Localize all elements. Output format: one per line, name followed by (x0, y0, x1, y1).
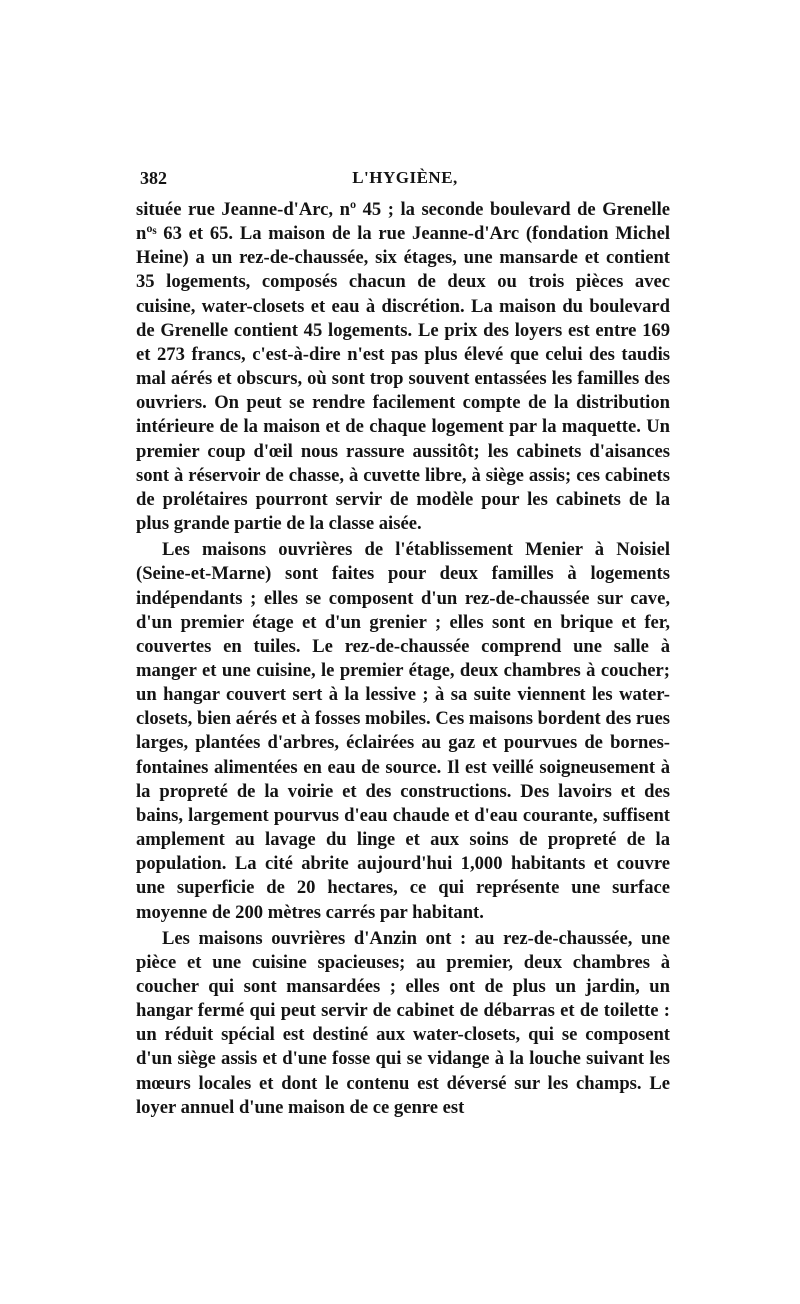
running-title: L'HYGIÈNE, (352, 168, 458, 187)
paragraph-3: Les maisons ouvrières d'Anzin ont : au rez-de-chaussée, une pièce et une cuisine spacieuses; au premier, deux chambres à coucher qui sont mansardées ; elles ont de plus un jardin, un hangar fermé qui peut servir de cabinet de débarras et de toilette : un réduit spécial est destiné aux water-closets, qui se composent d'un siège assis et d'une fosse qui se vidange à la louche suivant les mœurs locales et dont le contenu est déversé sur les champs. Le loyer annuel d'une maison de ce genre est (136, 927, 670, 1118)
paragraph-2: Les maisons ouvrières de l'établissement Menier à Noisiel (Seine-et-Marne) sont faites pour deux familles à logements indépendants ; elles se composent d'un rez-de-chaussée sur cave, d'un premier étage et d'un grenier ; elles sont en brique et fer, couvertes en tuiles. Le rez-de-chaussée comprend une salle à manger et une cuisine, le premier étage, deux chambres à coucher; un hangar couvert sert à la lessive ; à sa suite viennent les water-closets, bien aérés et à fosses mobiles. Ces maisons bordent des rues larges, plantées d'arbres, éclairées au gaz et pourvues de bornes-fontaines alimentées en eau de source. Il est veillé soigneusement à la propreté de la voirie et des constructions. Des lavoirs et des bains, largement pourvus d'eau chaude et d'eau courante, suffisent amplement au lavage du linge et aux soins de propreté de la population. La cité abrite aujourd'hui 1,000 habitants et couvre une superficie de 20 hectares, ce qui représente une surface moyenne de 200 mètres carrés par habitant. (136, 539, 670, 923)
page-header (140, 168, 670, 198)
page-number: 382 (140, 168, 167, 188)
paragraph-1: située rue Jeanne-d'Arc, nº 45 ; la seconde boulevard de Grenelle nºˢ 63 et 65. La maison de la rue Jeanne-d'Arc (fondation Michel Heine) a un rez-de-chaussée, six étages, une mansarde et contient 35 logements, composés chacun de deux ou trois pièces avec cuisine, water-closets et eau à discrétion. La maison du boulevard de Grenelle contient 45 logements. Le prix des loyers est entre 169 et 273 francs, c'est-à-dire n'est pas plus élevé que celui des taudis mal aérés et obscurs, où sont trop souvent entassées les familles des ouvriers. On peut se rendre facilement compte de la distribution intérieure de la maison et de chaque logement par la maquette. Un premier coup d'œil nous rassure aussitôt; les cabinets d'aisances sont à réservoir de chasse, à cuvette libre, à siège assis; ces cabinets de prolétaires pourront servir de modèle pour les cabinets de la plus grande partie de la classe aisée. (136, 199, 670, 535)
body-text (136, 198, 670, 1120)
